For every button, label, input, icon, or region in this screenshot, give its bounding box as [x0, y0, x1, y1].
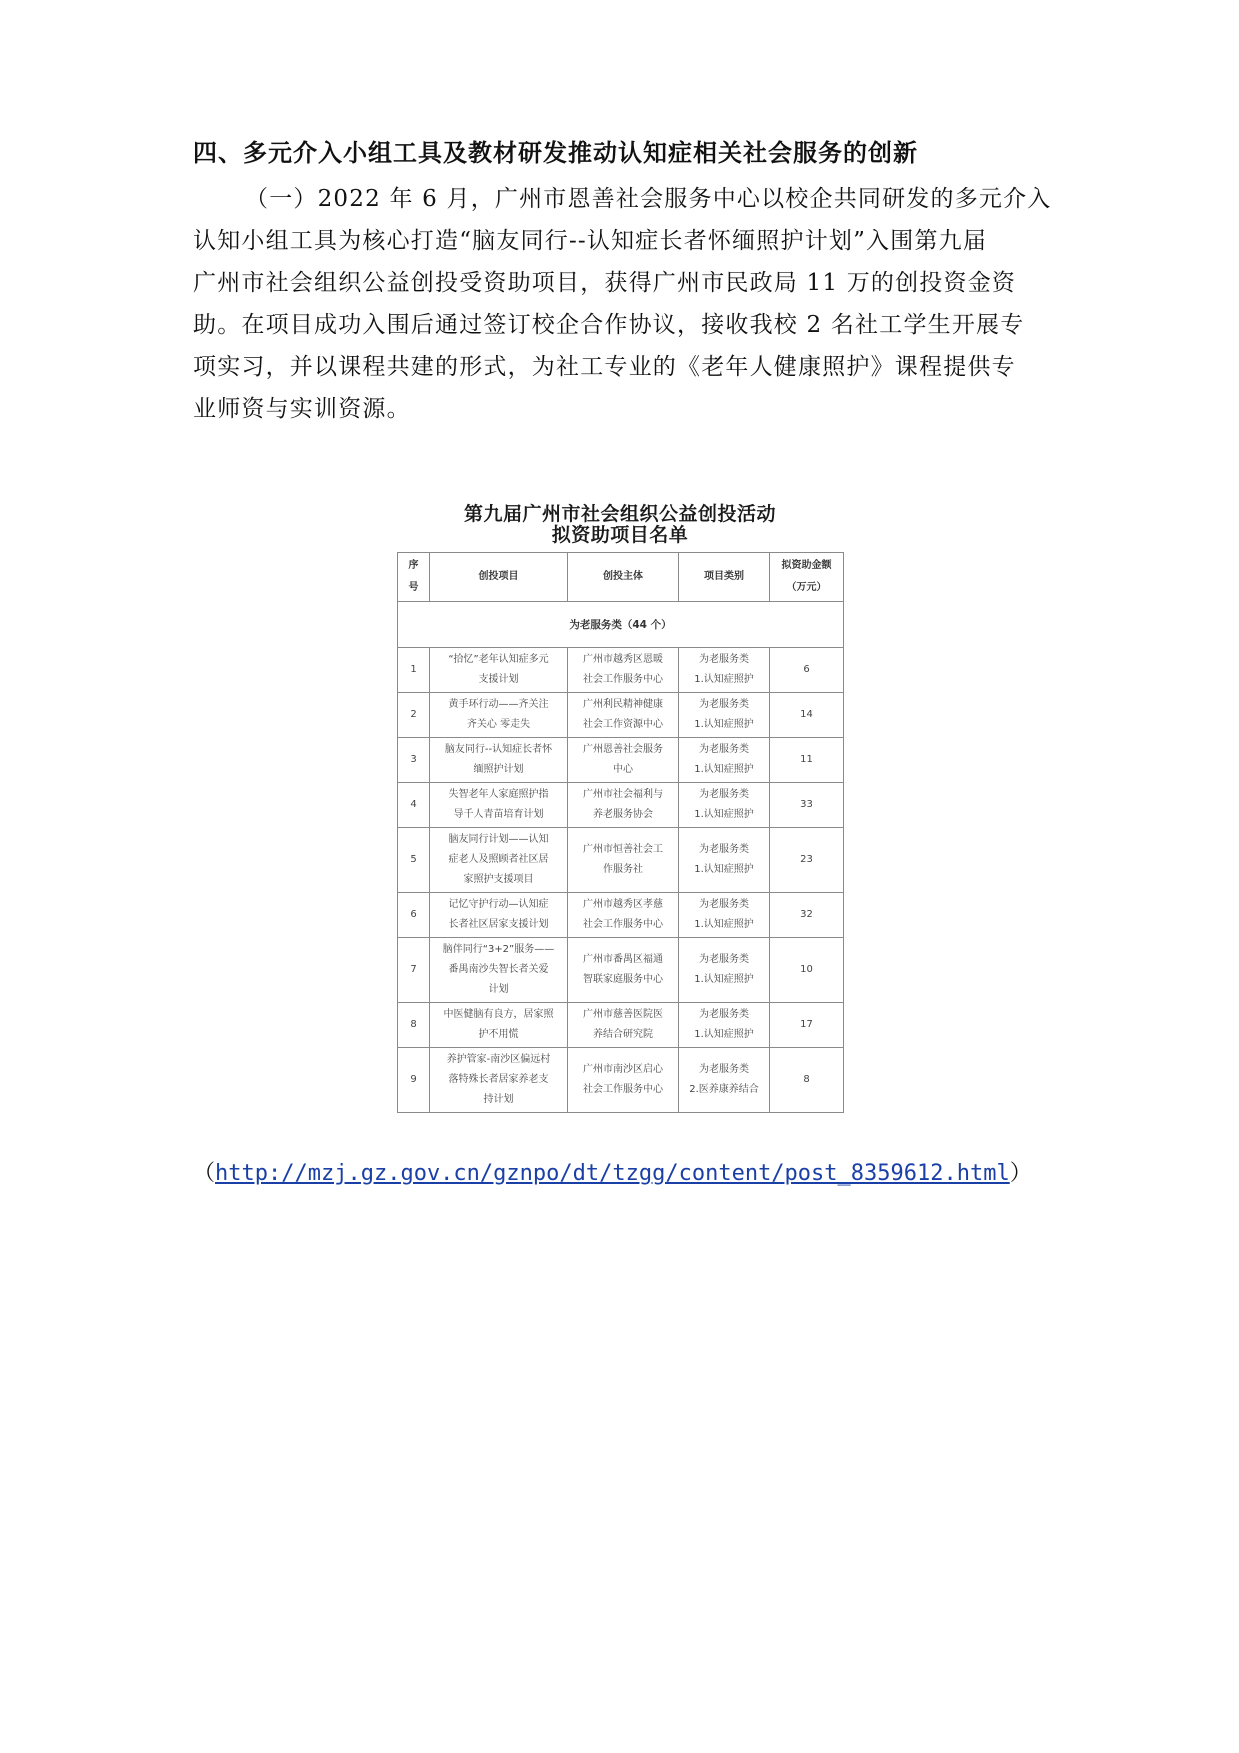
- table-row: [398, 1003, 844, 1048]
- cell-org: 广州市慈善医院医 养结合研究院: [568, 1003, 679, 1048]
- cell-project: “拾忆”老年认知症多元 支援计划: [430, 648, 568, 693]
- cell-org: 广州市南沙区启心 社会工作服务中心: [568, 1048, 679, 1113]
- source-link[interactable]: http://mzj.gz.gov.cn/gznpo/dt/tzgg/content/post_8359612.html: [215, 1161, 1010, 1186]
- cell-amount: 17: [770, 1003, 844, 1048]
- cell-project: 失智老年人家庭照护指 导千人青苗培育计划: [430, 783, 568, 828]
- cell-category: 为老服务类 1.认知症照护: [679, 693, 770, 738]
- body-paragraph: [193, 178, 1053, 430]
- paragraph-line: 助。在项目成功入围后通过签订校企合作协议，接收我校 2 名社工学生开展专: [193, 312, 1025, 338]
- cell-no: 1: [398, 648, 430, 693]
- cell-project: 中医健脑有良方，居家照 护不用慌: [430, 1003, 568, 1048]
- paragraph-line: 认知小组工具为核心打造“脑友同行--认知症长者怀缅照护计划”入围第九届: [193, 228, 988, 254]
- header-amount: 拟资助金额 （万元）: [770, 553, 844, 602]
- section-heading: 四、多元介入小组工具及教材研发推动认知症相关社会服务的创新: [193, 139, 918, 167]
- cell-no: 9: [398, 1048, 430, 1113]
- cell-category: 为老服务类 1.认知症照护: [679, 1003, 770, 1048]
- paragraph-line: 项实习，并以课程共建的形式，为社工专业的《老年人健康照护》课程提供专: [193, 354, 1016, 380]
- cell-no: 6: [398, 893, 430, 938]
- cell-org: 广州市越秀区恩暖 社会工作服务中心: [568, 648, 679, 693]
- group-label: 为老服务类（44 个）: [398, 602, 844, 648]
- table-row: [398, 738, 844, 783]
- cell-project: 脑友同行--认知症长者怀 缅照护计划: [430, 738, 568, 783]
- cell-category: 为老服务类 2.医养康养结合: [679, 1048, 770, 1113]
- table-row: [398, 893, 844, 938]
- cell-no: 4: [398, 783, 430, 828]
- paragraph-line: 业师资与实训资源。: [193, 396, 411, 422]
- table-row: [398, 693, 844, 738]
- cell-amount: 14: [770, 693, 844, 738]
- cell-amount: 6: [770, 648, 844, 693]
- cell-org: 广州恩善社会服务 中心: [568, 738, 679, 783]
- cell-amount: 11: [770, 738, 844, 783]
- cell-org: 广州市番禺区福通 智联家庭服务中心: [568, 938, 679, 1003]
- cell-category: 为老服务类 1.认知症照护: [679, 938, 770, 1003]
- table-row: [398, 938, 844, 1003]
- figure-title-line2: 拟资助项目名单: [551, 524, 689, 546]
- source-citation: [193, 1156, 1032, 1187]
- paragraph-line: 广州市社会组织公益创投受资助项目，获得广州市民政局 11 万的创投资金资: [193, 270, 1017, 296]
- figure-title-line1: 第九届广州市社会组织公益创投活动: [463, 503, 776, 525]
- paragraph-line: （一）2022 年 6 月，广州市恩善社会服务中心以校企共同研发的多元介入: [245, 186, 1052, 212]
- header-no: 序 号: [398, 553, 430, 602]
- cell-org: 广州市社会福利与 养老服务协会: [568, 783, 679, 828]
- table-row: [398, 1048, 844, 1113]
- header-org: 创投主体: [568, 553, 679, 602]
- cell-project: 脑友同行计划——认知 症老人及照顾者社区居 家照护支援项目: [430, 828, 568, 893]
- funding-list-figure: [397, 504, 843, 1113]
- cell-project: 养护管家-南沙区偏远村 落特殊长者居家养老支 持计划: [430, 1048, 568, 1113]
- cell-category: 为老服务类 1.认知症照护: [679, 783, 770, 828]
- table-group-row: [398, 602, 844, 648]
- cell-amount: 23: [770, 828, 844, 893]
- figure-title: [397, 504, 843, 546]
- cell-org: 广州利民精神健康 社会工作资源中心: [568, 693, 679, 738]
- table-row: [398, 648, 844, 693]
- cell-no: 7: [398, 938, 430, 1003]
- table-row: [398, 783, 844, 828]
- cell-no: 3: [398, 738, 430, 783]
- cell-org: 广州市恒善社会工 作服务社: [568, 828, 679, 893]
- cell-category: 为老服务类 1.认知症照护: [679, 828, 770, 893]
- cell-no: 5: [398, 828, 430, 893]
- header-project: 创投项目: [430, 553, 568, 602]
- cell-org: 广州市越秀区孝慈 社会工作服务中心: [568, 893, 679, 938]
- cell-amount: 10: [770, 938, 844, 1003]
- cell-amount: 32: [770, 893, 844, 938]
- cell-category: 为老服务类 1.认知症照护: [679, 738, 770, 783]
- open-paren: （: [193, 1161, 216, 1186]
- close-paren: ）: [1009, 1161, 1032, 1186]
- cell-amount: 33: [770, 783, 844, 828]
- cell-category: 为老服务类 1.认知症照护: [679, 648, 770, 693]
- cell-project: 脑伴同行“3+2”服务—— 番禺南沙失智长者关爱 计划: [430, 938, 568, 1003]
- cell-project: 记忆守护行动—认知症 长者社区居家支援计划: [430, 893, 568, 938]
- table-header-row: [398, 553, 844, 602]
- header-category: 项目类别: [679, 553, 770, 602]
- cell-category: 为老服务类 1.认知症照护: [679, 893, 770, 938]
- cell-amount: 8: [770, 1048, 844, 1113]
- funding-table: [397, 552, 844, 1113]
- cell-project: 黄手环行动——齐关注 齐关心 零走失: [430, 693, 568, 738]
- cell-no: 8: [398, 1003, 430, 1048]
- table-row: [398, 828, 844, 893]
- cell-no: 2: [398, 693, 430, 738]
